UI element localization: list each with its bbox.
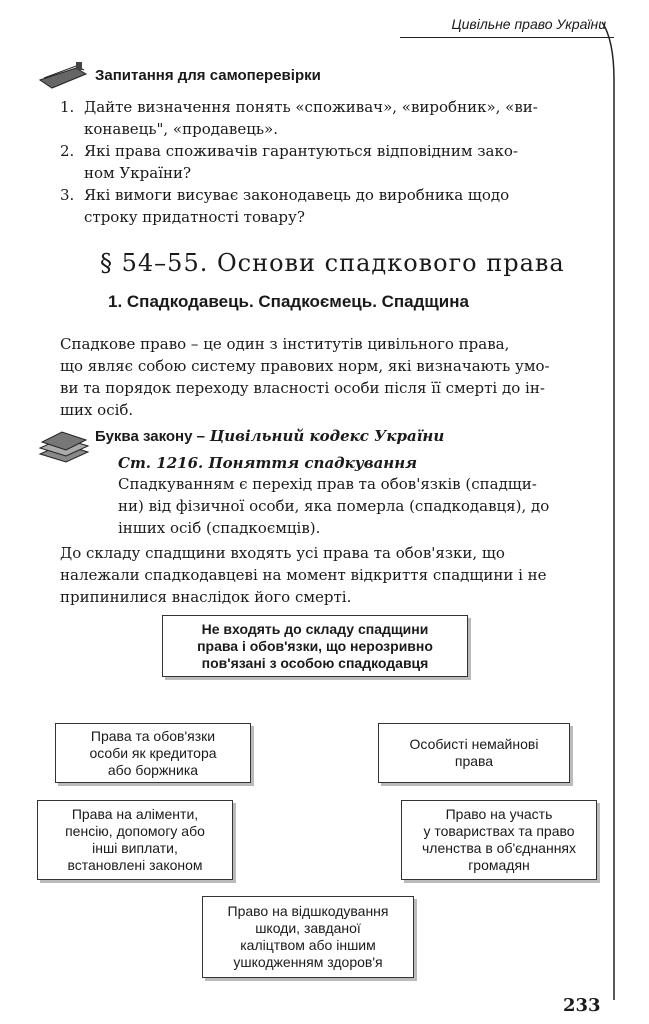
box-line: або боржника (107, 761, 199, 778)
questions-heading: Запитання для самоперевірки (95, 67, 321, 84)
paragraph-line: що являє собою систему правових норм, які визначають умо- (60, 357, 550, 375)
main-box-line: права і обов'язки, що нерозривно (197, 637, 433, 654)
paragraph-line: припинилися внаслідок його смерті. (60, 588, 352, 606)
paragraph-line: ви та порядок переходу власності особи після її смерті до ін- (60, 379, 545, 397)
diagram-box-compensation (202, 896, 414, 978)
article-line: Спадкуванням є перехід прав та обов'язків (спадщи- (118, 475, 537, 493)
box-line: Право на участь (445, 806, 553, 822)
article-line: інших осіб (спадкоємців). (118, 519, 321, 537)
question-line: ном України? (84, 164, 192, 182)
composition-paragraph (60, 542, 600, 608)
box-line: ушкодженням здоров'я (233, 954, 383, 970)
article-text (118, 473, 600, 539)
box-line: встановлені законом (67, 857, 203, 873)
subsection-title: 1. Спадкодавець. Спадкоємець. Спадщина (108, 292, 469, 311)
box-line: особи як кредитора (89, 744, 217, 761)
diagram-box-alimony (37, 800, 233, 880)
paragraph-line: ших осіб. (60, 401, 134, 419)
article-line: ни) від фізичної особи, яка померла (спадкодавця), до (118, 497, 550, 515)
box-line: членства в об'єднаннях (421, 840, 577, 856)
question-number: 3. (60, 186, 75, 204)
books-icon (36, 426, 92, 464)
section-title: § 54–55. Основи спадкового права (100, 249, 565, 277)
question-number: 2. (60, 142, 75, 160)
diagram-box-participation (401, 800, 597, 880)
diagram-box-nonproperty (378, 723, 570, 783)
question-line: Які права споживачів гарантуються відповідним зако- (84, 142, 518, 160)
box-line: інші виплати, (92, 840, 178, 856)
intro-paragraph (60, 333, 600, 421)
question-item (60, 184, 600, 228)
page-edge-curve (600, 20, 640, 1010)
box-line: громадян (468, 857, 530, 873)
law-heading (95, 427, 444, 445)
question-item (60, 96, 600, 140)
paragraph-line: До складу спадщини входять усі права та обов'язки, що (60, 544, 505, 562)
diagram-main-box (162, 615, 468, 677)
box-line: у товариствах та право (423, 823, 575, 839)
main-box-line: Не входять до складу спадщини (201, 620, 429, 637)
question-line: конавець", «продавець». (84, 120, 278, 138)
running-header: Цивільне право України (451, 16, 606, 32)
question-number: 1. (60, 98, 75, 116)
header-rule (400, 37, 614, 38)
paragraph-line: Спадкове право – це один з інститутів цивільного права, (60, 335, 510, 353)
law-heading-source: Цивільний кодекс України (209, 427, 445, 445)
box-line: каліцтвом або іншим (240, 937, 376, 953)
paragraph-line: належали спадкодавцеві на момент відкриття спадщини і не (60, 566, 547, 584)
diagram-box-creditor (55, 723, 251, 783)
box-line: Право на відшкодування (227, 903, 389, 919)
question-line: Які вимоги висуває законодавець до виробника щодо (84, 186, 510, 204)
question-item (60, 140, 600, 184)
box-line: шкоди, завданої (255, 920, 361, 936)
box-line: Права та обов'язки (90, 727, 216, 744)
question-line: строку придатності товару? (84, 208, 305, 226)
box-line: права (454, 753, 494, 769)
box-line: пенсію, допомогу або (65, 823, 205, 839)
article-title: Ст. 1216. Поняття спадкування (118, 454, 418, 472)
law-heading-label: Буква закону – (95, 428, 205, 445)
main-box-line: пов'язані з особою спадкодавця (201, 654, 429, 671)
question-line: Дайте визначення понять «споживач», «виробник», «ви- (84, 98, 538, 116)
box-line: Права на аліменти, (71, 806, 199, 822)
page-number: 233 (563, 995, 601, 1016)
phone-icon (36, 60, 90, 90)
box-line: Особисті немайнові (409, 736, 539, 752)
